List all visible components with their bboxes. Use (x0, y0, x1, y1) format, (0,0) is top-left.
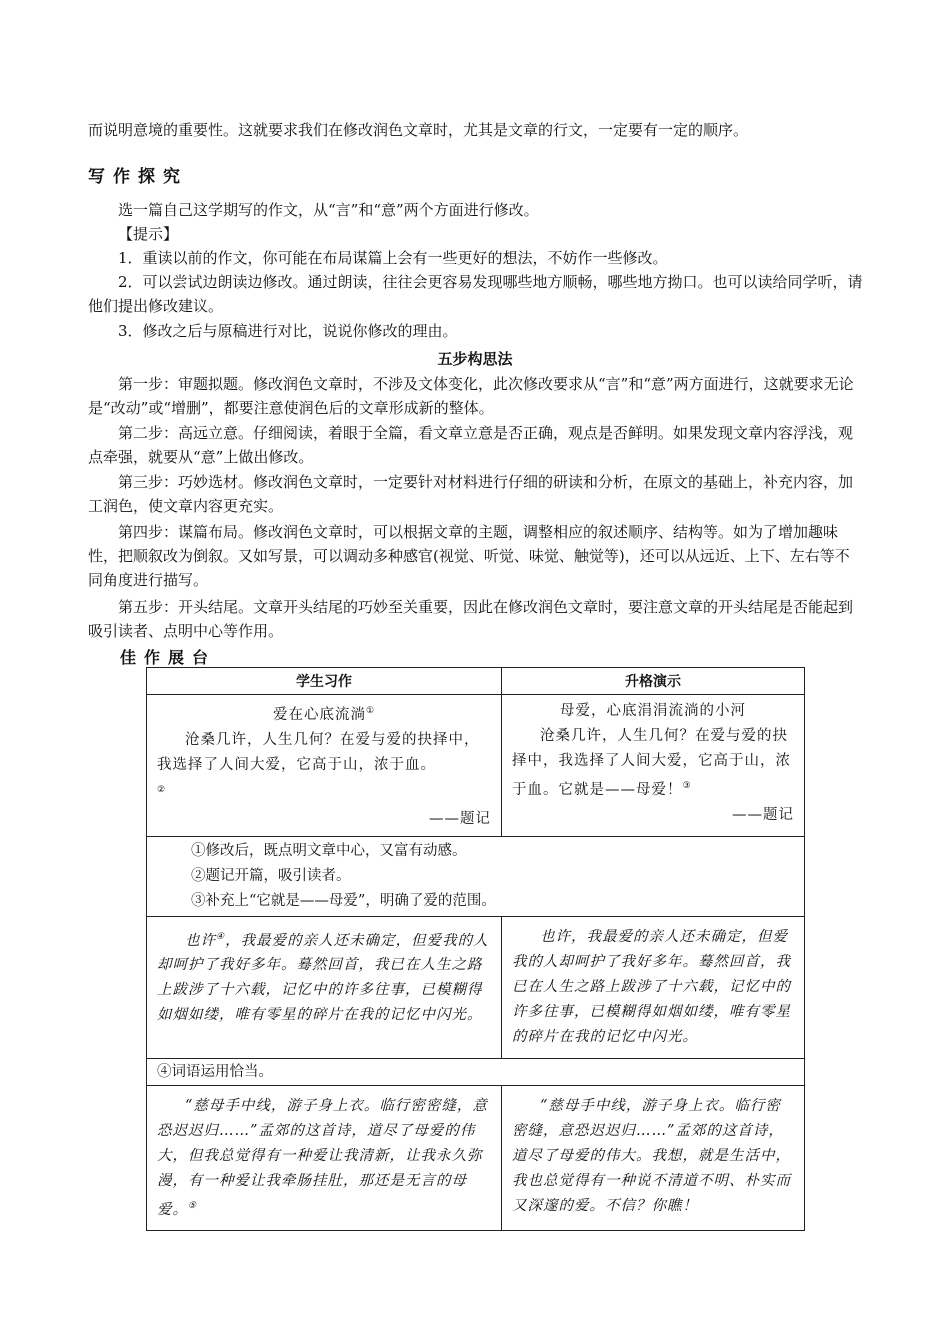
student-essay-title: 爱在心底流淌① (272, 706, 376, 723)
table-row (147, 695, 805, 837)
notes-cell: ④词语运用恰当。 (147, 1058, 805, 1085)
method-step: 第四步：谋篇布局。修改润色文章时，可以根据文章的主题，调整相应的叙述顺序、结构等。如为了增加趣味性，把顺叙改为倒叙。又如写景，可以调动多种感官(视觉、听觉、味觉、触觉等)，还可以从远近、上下、左右等不同角度进行描写。 (88, 523, 850, 589)
note-item: ③补充上“它就是——母爱”，明确了爱的范围。 (191, 892, 496, 909)
section-heading-showcase: 佳作展台 (120, 648, 217, 667)
improved-cell: “慈母手中线，游子身上衣。临行密密缝，意恐迟迟归……”孟郊的这首诗，道尽了母爱的伟大。我想，就是生活中，我也总觉得有一种说不清道不明、朴实而又深邃的爱。不信？你瞧！ (502, 1085, 805, 1231)
student-cell: 也许④，我最爱的亲人还未确定，但爱我的人却呵护了我好多年。蓦然回首，我已在人生之路上跋涉了十六载，记忆中的许多往事，已模糊得如烟如缕，唯有零星的碎片在我的记忆中闪光。 (147, 916, 502, 1058)
student-epigraph-sign: ——题记 (429, 810, 491, 827)
improved-cell (502, 695, 805, 837)
intro-paragraph: 选一篇自己这学期写的作文，从“言”和“意”两个方面进行修改。 (118, 201, 539, 219)
notes-cell (147, 836, 805, 916)
table-header-row (147, 668, 805, 695)
method-step: 第一步：审题拟题。修改润色文章时，不涉及文体变化，此次修改要求从“言”和“意”两方面进行，这就要求无论是“改动”或“增删”，都要注意使润色后的文章形成新的整体。 (88, 375, 854, 417)
method-step: 第三步：巧妙选材。修改润色文章时，一定要针对材料进行仔细的研读和分析，在原文的基础上，补充内容，加工润色，使文章内容更充实。 (88, 473, 854, 515)
improved-cell: 也许，我最爱的亲人还未确定，但爱我的人却呵护了我好多年。蓦然回首，我已在人生之路上跋涉了十六载，记忆中的许多往事，已模糊得如烟如缕，唯有零星的碎片在我的记忆中闪光。 (502, 916, 805, 1058)
table-row-notes (147, 836, 805, 916)
tip-item: 3．修改之后与原稿进行对比，说说你修改的理由。 (118, 322, 458, 340)
student-cell (147, 695, 502, 837)
top-paragraph: 而说明意境的重要性。这就要求我们在修改润色文章时，尤其是文章的行文，一定要有一定的顺序。 (88, 121, 749, 139)
tip-label: 【提示】 (118, 225, 179, 243)
improved-epigraph-sign: ——题记 (732, 806, 794, 823)
note-item: ②题记开篇，吸引读者。 (191, 867, 351, 884)
student-cell: “慈母手中线，游子身上衣。临行密密缝，意恐迟迟归……”孟郊的这首诗，道尽了母爱的伟大，但我总觉得有一种爱让我清新，让我永久弥漫，有一种爱让我牵肠挂肚，那还是无言的母爱。⑤ (147, 1085, 502, 1231)
tip-item: 1．重读以前的作文，你可能在布局谋篇上会有一些更好的想法，不妨作一些修改。 (118, 249, 668, 267)
section-heading-writing: 写作探究 (88, 167, 188, 187)
improved-epigraph: 沧桑几许，人生几何？在爱与爱的抉择中，我选择了人间大爱，它高于山，浓于血。它就是——母爱！③ (512, 728, 791, 798)
method-step: 第二步：高远立意。仔细阅读，着眼于全篇，看文章立意是否正确，观点是否鲜明。如果发现文章内容浮浅，观点牵强，就要从“意”上做出修改。 (88, 424, 854, 466)
note-item: ①修改后，既点明文章中心，又富有动感。 (191, 842, 467, 859)
improved-essay-title: 母爱，心底涓涓流淌的小河 (560, 703, 746, 719)
tip-item: 2．可以尝试边朗读边修改。通过朗读，往往会更容易发现哪些地方顺畅，哪些地方拗口。也可以读给同学听，请他们提出修改建议。 (88, 273, 863, 315)
student-epigraph: 沧桑几许，人生几何？在爱与爱的抉择中，我选择了人间大爱，它高于山，浓于血。 ② (157, 731, 480, 795)
column-header-student: 学生习作 (147, 668, 502, 695)
table-row-notes (147, 1058, 805, 1085)
table-row (147, 1085, 805, 1231)
column-header-improved: 升格演示 (502, 668, 805, 695)
method-step: 第五步：开头结尾。文章开头结尾的巧妙至关重要，因此在修改润色文章时，要注意文章的开头结尾是否能起到吸引读者、点明中心等作用。 (88, 598, 854, 640)
method-title: 五步构思法 (437, 350, 513, 368)
comparison-table (146, 667, 805, 1231)
table-row (147, 916, 805, 1058)
